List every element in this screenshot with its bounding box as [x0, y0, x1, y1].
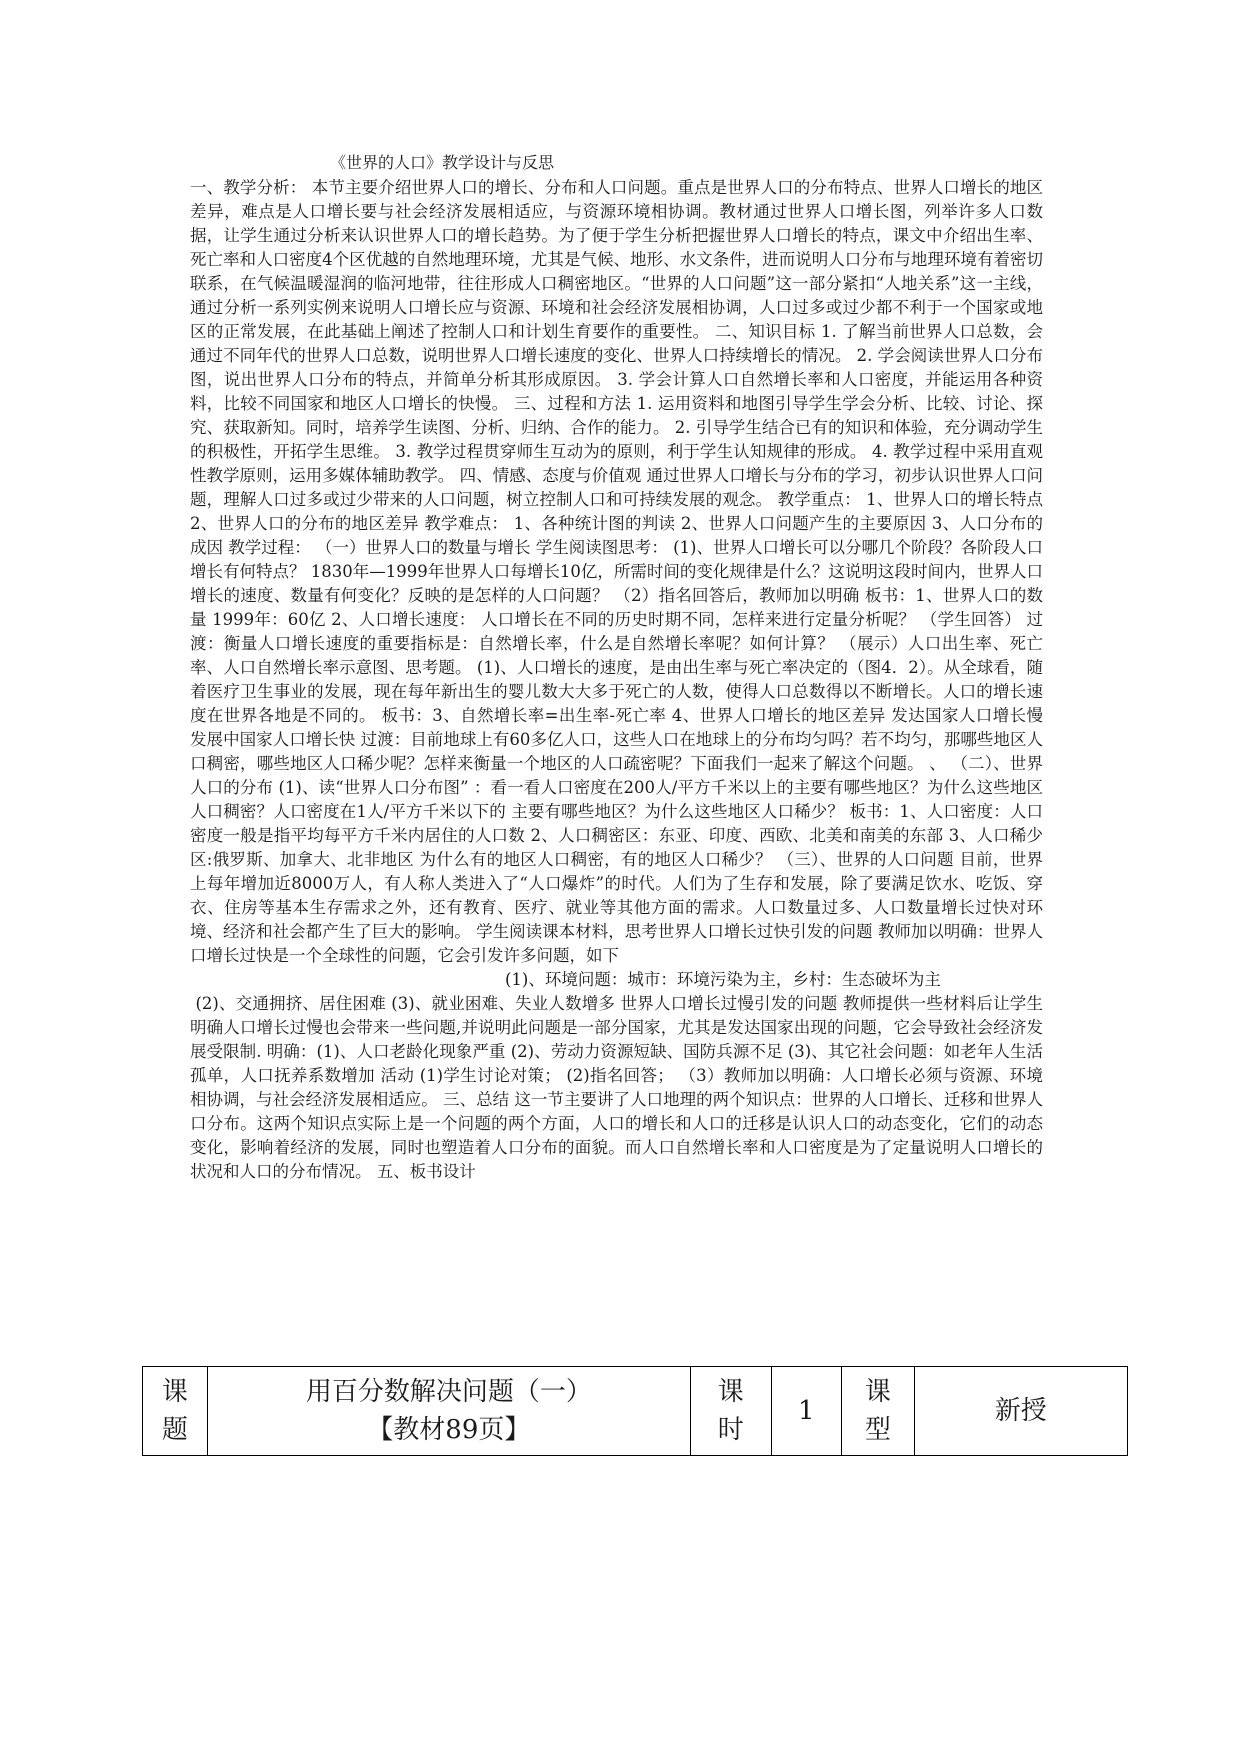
period-value: 1 [798, 1396, 815, 1426]
table-row [143, 1367, 1128, 1456]
document-body [190, 176, 1049, 1184]
topic-label-cell [143, 1367, 208, 1456]
type-label-cell [842, 1367, 915, 1456]
topic-title: 用百分数解决问题（一） [305, 1377, 592, 1407]
topic-value-cell [207, 1367, 690, 1456]
paragraph-continued: (2)、交通拥挤、居住困难 (3)、就业困难、失业人数增多 世界人口增长过慢引发的问题 教师提供一些材料后让学生明确人口增长过慢也会带来一些问题,并说明此问题是一部分国家，尤其是发达国家出现的问题，它会导致社会经济发展受限制. 明确：(1)、人口老龄化现象严重 (2)、劳动力资源短缺、国防兵源不足 (3)、其它社会问题：如老年人生活孤单，人口抚养系数增加 活动 (1)学生讨论对策； (2)指名回答； （3）教师加以明确：人口增长必须与资源、环境相协调，与社会经济发展相适应。 三、总结 这一节主要讲了人口地理的两个知识点：世界的人口增长、迁移和世界人口分布。这两个知识点实际上是一个问题的两个方面，人口的增长和人口的迁移是认识人口的动态变化，它们的动态变化，影响着经济的发展，同时也塑造着人口分布的面貌。而人口自然增长率和人口密度是为了定量说明人口增长的状况和人口的分布情况。 五、板书设计 [190, 994, 1043, 1181]
type-value: 新授 [994, 1396, 1047, 1426]
lesson-info-table [142, 1366, 1128, 1456]
type-label-char-1: 课 [864, 1377, 891, 1407]
paragraph-main: 一、教学分析： 本节主要介绍世界人口的增长、分布和人口问题。重点是世界人口的分布特点、世界人口增长的地区差异，难点是人口增长要与社会经济发展相适应，与资源环境相协调。教材通过世界人口增长图，列举许多人口数据，让学生通过分析来认识世界人口的增长趋势。为了便于学生分析把握世界人口增长的特点，课文中介绍出生率、死亡率和人口密度4个区优越的自然地理环境，尤其是气候、地形、水文条件，进而说明人口分布与地理环境有着密切联系，在气候温暖湿润的临河地带，往往形成人口稠密地区。“世界的人口问题”这一部分紧扣“人地关系”这一主线，通过分析一系列实例来说明人口增长应与资源、环境和社会经济发展相协调，人口过多或过少都不利于一个国家或地区的正常发展，在此基础上阐述了控制人口和计划生育要作的重要性。 二、知识目标 1. 了解当前世界人口总数，会通过不同年代的世界人口总数，说明世界人口增长速度的变化、世界人口持续增长的情况。 2. 学会阅读世界人口分布图，说出世界人口分布的特点，并简单分析其形成原因。 3. 学会计算人口自然增长率和人口密度，并能运用各种资料，比较不同国家和地区人口增长的快慢。 三、过程和方法 1. 运用资料和地图引导学生学会分析、比较、讨论、探究、获取新知。同时，培养学生读图、分析、归纳、合作的能力。 2. 引导学生结合已有的知识和体验，充分调动学生的积极性，开拓学生思维。 3. 教学过程贯穿师生互动为的原则，利于学生认知规律的形成。 4. 教学过程中采用直观性教学原则，运用多媒体辅助教学。 四、情感、态度与价值观 通过世界人口增长与分布的学习，初步认识世界人口问题，理解人口过多或过少带来的人口问题，树立控制人口和可持续发展的观念。 教学重点： 1、世界人口的增长特点 2、世界人口的分布的地区差异 教学难点： 1、各种统计图的判读 2、世界人口问题产生的主要原因 3、人口分布的成因 教学过程： （一）世界人口的数量与增长 学生阅读图思考： (1)、世界人口增长可以分哪几个阶段？各阶段人口增长有何特点？ 1830年—1999年世界人口每增长10亿，所需时间的变化规律是什么？这说明这段时间内，世界人口增长的速度、数量有何变化？反映的是怎样的人口问题？ （2）指名回答后，教师加以明确 板书：1、世界人口的数量 1999年：60亿 2、人口增长速度： 人口增长在不同的历史时期不同，怎样来进行定量分析呢？ （学生回答） 过渡：衡量人口增长速度的重要指标是：自然增长率，什么是自然增长率呢？如何计算？ （展示）人口出生率、死亡率、人口自然增长率示意图、思考题。 (1)、人口增长的速度，是由出生率与死亡率决定的（图4．2）。从全球看，随着医疗卫生事业的发展，现在每年新出生的婴儿数大大多于死亡的人数，使得人口总数得以不断增长。人口的增长速度在世界各地是不同的。 板书：3、自然增长率=出生率-死亡率 4、世界人口增长的地区差异 发达国家人口增长慢 发展中国家人口增长快 过渡：目前地球上有60多亿人口，这些人口在地球上的分布均匀吗？若不均匀，那哪些地区人口稠密，哪些地区人口稀少呢？怎样来衡量一个地区的人口疏密呢？下面我们一起来了解这个问题。 、 （二）、世界人口的分布 (1)、读“世界人口分布图” ：看一看人口密度在200人/平方千米以上的主要有哪些地区？为什么这些地区人口稠密？人口密度在1人/平方千米以下的 主要有哪些地区？为什么这些地区人口稀少？ 板书：1、人口密度：人口密度一般是指平均每平方千米内居住的人口数 2、人口稠密区：东亚、印度、西欧、北美和南美的东部 3、人口稀少区:俄罗斯、加拿大、北非地区 为什么有的地区人口稠密，有的地区人口稀少？ （三）、世界的人口问题 目前，世界上每年增加近8000万人，有人称人类进入了“人口爆炸”的时代。人们为了生存和发展，除了要满足饮水、吃饭、穿衣、住房等基本生存需求之外，还有教育、医疗、就业等其他方面的需求。人口数量过多、人口数量增长过快对环境、经济和社会都产生了巨大的影响。 学生阅读课本材料，思考世界人口增长过快引发的问题 教师加以明确：世界人口增长过快是一个全球性的问题，它会引发许多问题，如下 [190, 178, 1049, 965]
type-label-char-2: 型 [864, 1415, 891, 1445]
topic-label-char-2: 题 [161, 1415, 188, 1445]
period-value-cell [771, 1367, 842, 1456]
period-label-char-2: 时 [717, 1415, 744, 1445]
topic-label-char-1: 课 [161, 1377, 188, 1407]
topic-textbook-page: 【教材89页】 [367, 1415, 531, 1445]
paragraph-indented: (1)、环境问题：城市：环境污染为主，乡村：生态破坏为主 [505, 970, 941, 989]
period-label-cell [691, 1367, 772, 1456]
document-title: 《世界的人口》教学设计与反思 [330, 153, 555, 172]
period-label-char-1: 课 [717, 1377, 744, 1407]
type-value-cell [914, 1367, 1127, 1456]
